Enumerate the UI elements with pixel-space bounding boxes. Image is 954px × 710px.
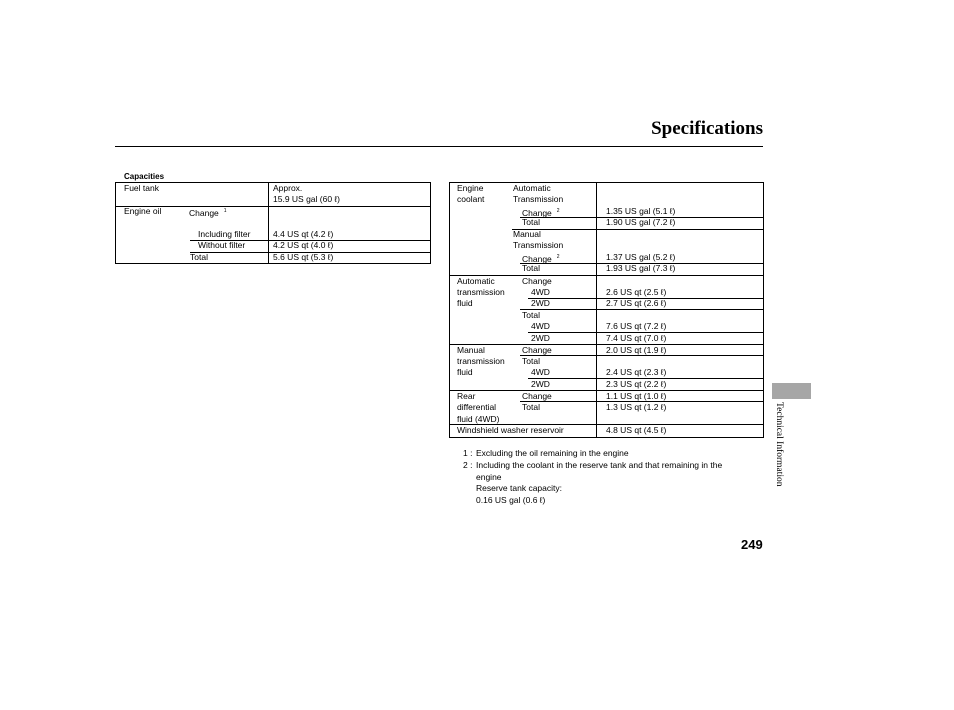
coolant-auto-total-value: 1.90 US gal (7.2 ℓ) [606,217,676,227]
without-filter-label: Without filter [198,240,246,250]
including-filter-label: Including filter [198,229,251,239]
footnote-ref-1: 1 [223,208,227,214]
atf-label-1: Automatic [457,276,495,286]
footnote-2-line-3: Reserve tank capacity: [476,483,562,493]
coolant-manual-label-2: Transmission [513,240,564,250]
footnote-1-key: 1 : [463,448,473,458]
coolant-auto-total-label: Total [522,217,540,227]
mtf-total-4wd-value: 2.4 US qt (2.3 ℓ) [606,367,667,377]
mtf-total-2wd-value: 2.3 US qt (2.2 ℓ) [606,379,667,389]
mtf-change-label: Change [522,345,552,355]
atf-total-2wd-label: 2WD [531,333,550,343]
rear-diff-label-3: fluid (4WD) [457,414,500,424]
page-title: Specifications [651,118,763,139]
rear-diff-total-label: Total [522,402,540,412]
footnote-2-key: 2 : [463,460,473,470]
fuel-approx: Approx. [273,183,303,193]
header-rule [115,146,763,147]
atf-label-3: fluid [457,298,473,308]
footnote-2-line-4: 0.16 US gal (0.6 ℓ) [476,495,546,505]
atf-change-4wd-value: 2.6 US qt (2.5 ℓ) [606,287,667,297]
rear-diff-change-value: 1.1 US qt (1.0 ℓ) [606,391,667,401]
oil-total-value: 5.6 US qt (5.3 ℓ) [273,252,334,262]
engine-coolant-label-2: coolant [457,194,485,204]
coolant-manual-total-value: 1.93 US gal (7.3 ℓ) [606,263,676,273]
rear-diff-label-1: Rear [457,391,476,401]
oil-total-label: Total [190,252,208,262]
mtf-change-value: 2.0 US qt (1.9 ℓ) [606,345,667,355]
section-tab-marker [772,383,811,399]
mtf-label-2: transmission [457,356,505,366]
rear-diff-change-label: Change [522,391,552,401]
atf-change-label: Change [522,276,552,286]
oil-change-label: Change $^1$ [189,207,227,218]
mtf-total-label: Total [522,356,540,366]
coolant-manual-change-value: 1.37 US gal (5.2 ℓ) [606,252,676,262]
rear-diff-total-value: 1.3 US qt (1.2 ℓ) [606,402,667,412]
footnote-ref-2: 2 [556,254,560,260]
engine-coolant-label-1: Engine [457,183,484,193]
section-title: Capacities [124,172,165,181]
coolant-manual-label-1: Manual [513,229,541,239]
coolant-auto-label-2: Transmission [513,194,564,204]
atf-label-2: transmission [457,287,505,297]
footnote-ref-2: 2 [556,208,560,214]
mtf-label-1: Manual [457,345,485,355]
coolant-manual-change-label: Change $^2$ [522,253,560,264]
mtf-label-3: fluid [457,367,473,377]
side-tab-label: Technical Information [774,402,784,487]
atf-total-4wd-label: 4WD [531,321,550,331]
atf-total-4wd-value: 7.6 US qt (7.2 ℓ) [606,321,667,331]
without-filter-value: 4.2 US qt (4.0 ℓ) [273,240,334,250]
mtf-total-4wd-label: 4WD [531,367,550,377]
atf-total-label: Total [522,310,540,320]
coolant-auto-change-value: 1.35 US gal (5.1 ℓ) [606,206,676,216]
footnote-1-text: Excluding the oil remaining in the engine [476,448,629,458]
including-filter-value: 4.4 US qt (4.2 ℓ) [273,229,334,239]
footnote-2-line-2: engine [476,472,502,482]
engine-oil-label: Engine oil [124,206,162,216]
atf-change-2wd-value: 2.7 US qt (2.6 ℓ) [606,298,667,308]
atf-change-4wd-label: 4WD [531,287,550,297]
page-number: 249 [741,537,763,552]
atf-change-2wd-label: 2WD [531,298,550,308]
coolant-auto-label-1: Automatic [513,183,551,193]
footnote-2-line-1: Including the coolant in the reserve tank and that remaining in the [476,460,723,470]
fuel-tank-value: 15.9 US gal (60 ℓ) [273,194,341,204]
fuel-tank-label: Fuel tank [124,183,159,193]
atf-total-2wd-value: 7.4 US qt (7.0 ℓ) [606,333,667,343]
washer-label: Windshield washer reservoir [457,425,564,435]
mtf-total-2wd-label: 2WD [531,379,550,389]
coolant-auto-change-label: Change $^2$ [522,207,560,218]
rear-diff-label-2: differential [457,402,497,412]
washer-value: 4.8 US qt (4.5 ℓ) [606,425,667,435]
coolant-manual-total-label: Total [522,263,540,273]
